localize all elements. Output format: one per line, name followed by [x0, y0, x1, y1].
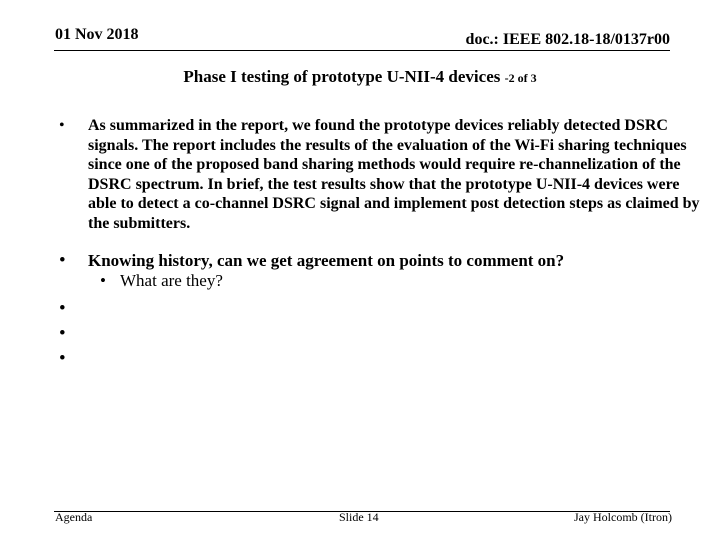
- footer-author: Jay Holcomb (Itron): [574, 510, 672, 524]
- header-date: 01 Nov 2018: [55, 26, 139, 43]
- bullet-item: [55, 116, 705, 233]
- bullet-text: As summarized in the report, we found the prototype devices reliably detected DSRC signals. The report includes the results of the evaluation of the Wi-Fi sharing techniques since one of the proposed band sharing methods would require re-channelization of the DSRC spectrum. In brief, the test results show that the prototype U-NII-4 devices were able to detect a co-channel DSRC signal and implement post detection steps as claimed by the submitters.: [88, 117, 700, 232]
- empty-bullet: •: [59, 322, 66, 344]
- sub-bullet-text: What are they?: [120, 270, 223, 290]
- sub-bullet-item: [100, 271, 705, 291]
- empty-bullet: •: [59, 297, 66, 319]
- slide-title: [0, 67, 720, 87]
- header-document-id: doc.: IEEE 802.18-18/0137r00: [465, 31, 670, 48]
- bullet-marker: •: [59, 250, 66, 271]
- sub-bullet-marker: •: [100, 270, 106, 290]
- empty-bullet-list: [55, 296, 705, 371]
- footer-left-text: Agenda: [55, 510, 93, 524]
- slide-body: [55, 116, 705, 371]
- bullet-marker: •: [59, 117, 65, 134]
- slide-title-text: Phase I testing of prototype U-NII-4 devices: [183, 67, 501, 86]
- footer-slide-number: Slide 14: [339, 510, 379, 524]
- header-divider: [54, 50, 670, 51]
- empty-bullet: •: [59, 347, 66, 369]
- bullet-text: Knowing history, can we get agreement on points to comment on?: [88, 251, 565, 270]
- slide-title-suffix: -2 of 3: [504, 71, 537, 85]
- bullet-item: [55, 251, 705, 271]
